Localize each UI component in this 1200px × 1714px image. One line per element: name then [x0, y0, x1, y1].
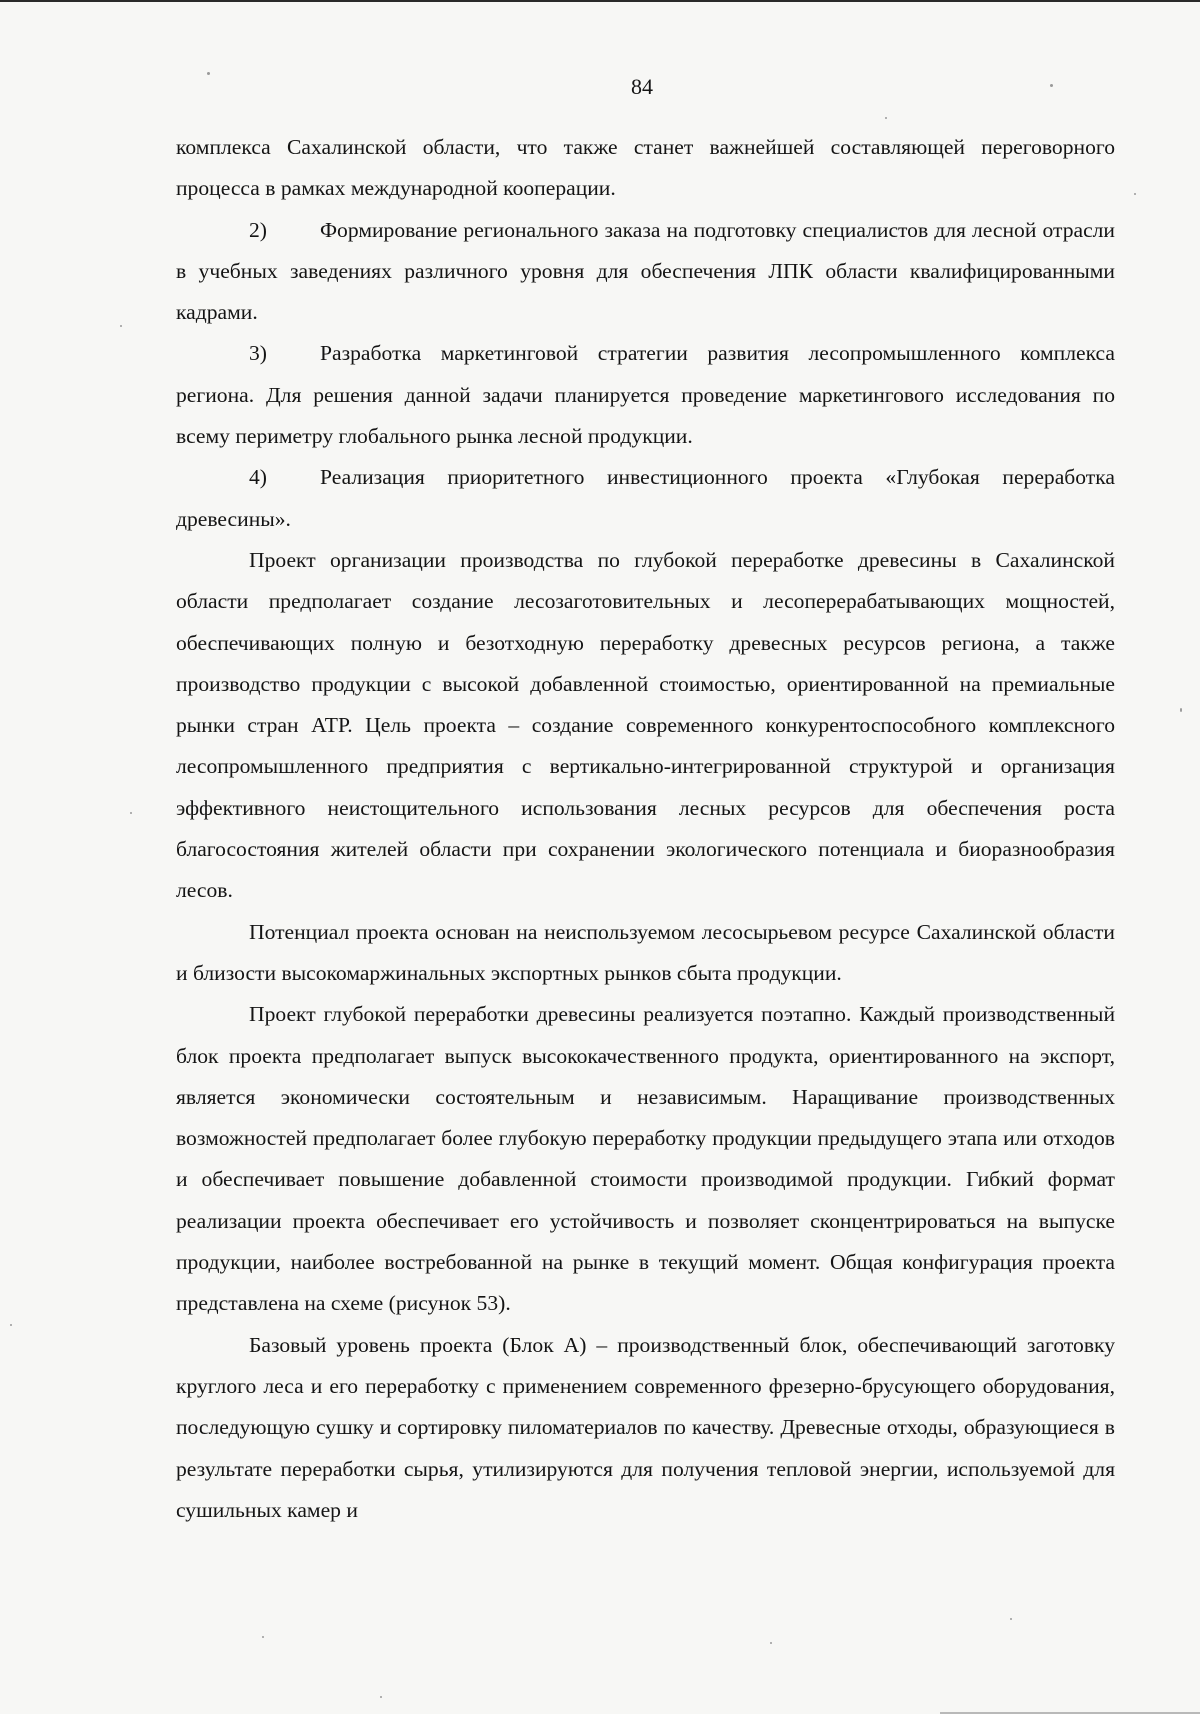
- scan-speck: [1180, 708, 1182, 712]
- scan-speck: [1050, 84, 1053, 87]
- scan-speck: [1134, 193, 1136, 195]
- list-item-4: [176, 457, 1115, 540]
- scan-speck: [207, 72, 210, 75]
- scan-speck: [130, 812, 132, 814]
- paragraph-project-description: Проект организации производства по глубокой переработке древесины в Сахалинской области предполагает создание лесозаготовительных и лесоперерабатывающих мощностей, обеспечивающих полную и безотходную переработку древесных ресурсов региона, а также производство продукции с высокой добавленной стоимостью, ориентированной на премиальные рынки стран АТР. Цель проекта – создание современного конкурентоспособного комплексного лесопромышленного предприятия с вертикально-интегрированной структурой и организация эффективного неистощительного использования лесных ресурсов для обеспечения роста благосостояния жителей области при сохранении экологического потенциала и биоразнообразия лесов.: [176, 547, 1115, 903]
- scan-speck: [380, 1696, 382, 1698]
- scan-speck: [120, 325, 122, 327]
- list-item-2: [176, 210, 1115, 334]
- scan-speck: [885, 117, 887, 119]
- paragraph-block-a: Базовый уровень проекта (Блок А) – производственный блок, обеспечивающий заготовку круглого леса и его переработку с применением современного фрезерно-брусующего оборудования, последующую сушку и сортировку пиломатериалов по качеству. Древесные отходы, образующиеся в результате переработки сырья, утилизируются для получения тепловой энергии, используемой для сушильных камер и: [176, 1332, 1115, 1522]
- list-item-number: 4): [249, 465, 267, 490]
- scan-speck: [770, 1642, 772, 1644]
- list-item-number: 2): [249, 217, 267, 242]
- scan-speck: [1010, 1618, 1012, 1620]
- scan-speck: [262, 1636, 264, 1638]
- scan-speck: [10, 1324, 12, 1326]
- paragraph-continuation: комплекса Сахалинской области, что также станет важнейшей составляющей переговорного процесса в рамках международной кооперации.: [176, 135, 1115, 201]
- document-body: [176, 127, 1115, 1531]
- list-item-text: Разработка маркетинговой стратегии развития лесопромышленного комплекса региона. Для решения данной задачи планируется проведение маркетингового исследования по всему периметру глобального рынка лесной продукции.: [176, 341, 1115, 449]
- list-item-text: Формирование регионального заказа на подготовку специалистов для лесной отрасли в учебных заведениях различного уровня для обеспечения ЛПК области квалифицированными кадрами.: [176, 217, 1115, 325]
- list-item-3: [176, 333, 1115, 457]
- list-item-text: Реализация приоритетного инвестиционного проекта «Глубокая переработка древесины».: [176, 465, 1115, 531]
- top-border-line: [0, 0, 1200, 2]
- paragraph-project-potential: Потенциал проекта основан на неиспользуемом лесосырьевом ресурсе Сахалинской области и близости высокомаржинальных экспортных рынков сбыта продукции.: [176, 919, 1115, 985]
- page-number: 84: [631, 74, 653, 99]
- list-item-number: 3): [249, 341, 267, 366]
- paragraph-project-stages: Проект глубокой переработки древесины реализуется поэтапно. Каждый производственный блок проекта предполагает выпуск высококачественного продукта, ориентированного на экспорт, является экономически состоятельным и независимым. Наращивание производственных возможностей предполагает более глубокую переработку продукции предыдущего этапа или отходов и обеспечивает повышение добавленной стоимости производимой продукции. Гибкий формат реализации проекта обеспечивает его устойчивость и позволяет сконцентрироваться на выпуске продукции, наиболее востребованной на рынке в текущий момент. Общая конфигурация проекта представлена на схеме (рисунок 53).: [176, 1002, 1115, 1316]
